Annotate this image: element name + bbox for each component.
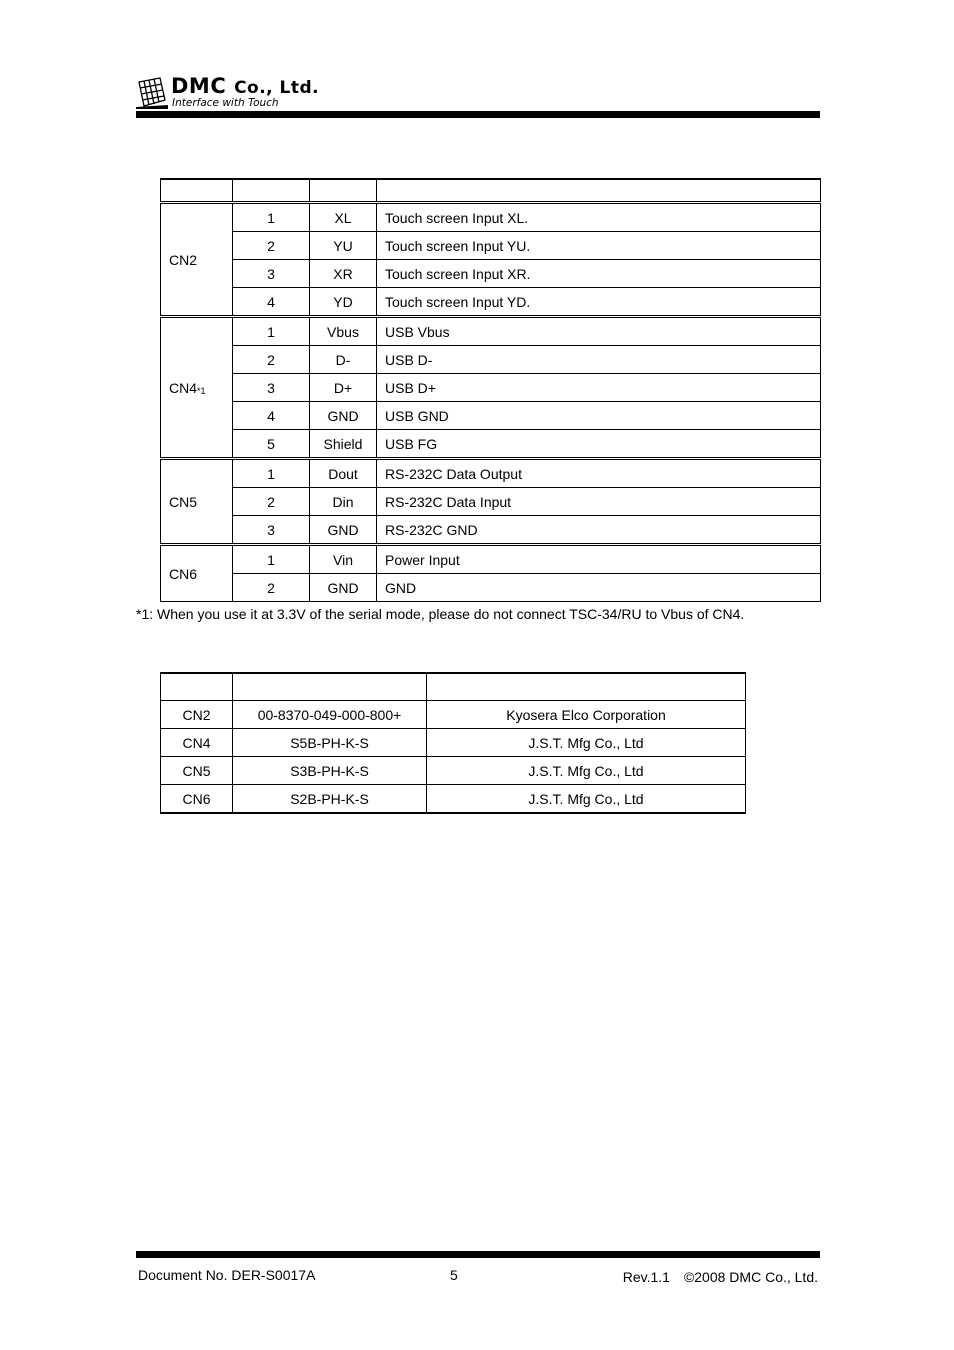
- pin-row: [161, 459, 821, 488]
- pin-number: 3: [233, 260, 310, 288]
- pin-number: 1: [233, 203, 310, 232]
- connector-row: [161, 785, 746, 814]
- signal-name: D+: [310, 374, 377, 402]
- pin-function: Power Input: [377, 545, 821, 574]
- logo-tagline: Interface with Touch: [172, 97, 279, 109]
- revision-copyright: Rev.1.1 ©2008 DMC Co., Ltd.: [622, 1269, 818, 1285]
- connector-row: [161, 729, 746, 757]
- pin-number: 3: [233, 374, 310, 402]
- connector-name: [161, 317, 233, 459]
- pin-row: [161, 232, 821, 260]
- footnote: *1: When you use it at 3.3V of the serial mode, please do not connect TSC-34/RU to Vbus of CN4.: [136, 606, 745, 622]
- connector-name: [161, 203, 233, 317]
- document-number: Document No. DER-S0017A: [138, 1267, 316, 1283]
- pin-row: [161, 260, 821, 288]
- connector-parts-table: [160, 672, 746, 814]
- connector-name: CN5: [161, 757, 233, 785]
- connector-name: [161, 459, 233, 545]
- header-rule: [136, 111, 820, 118]
- manufacturer: J.S.T. Mfg Co., Ltd: [427, 729, 746, 757]
- pin-function: Touch screen Input YU.: [377, 232, 821, 260]
- pin-function: RS-232C GND: [377, 516, 821, 545]
- pin-row: [161, 346, 821, 374]
- signal-name: Vbus: [310, 317, 377, 346]
- pin-number: 2: [233, 346, 310, 374]
- pin-row: [161, 545, 821, 574]
- connector-row: [161, 701, 746, 729]
- signal-name: Shield: [310, 430, 377, 459]
- pin-number: 5: [233, 430, 310, 459]
- connector-label: CN5: [169, 493, 198, 510]
- footnote-marker: *1: [197, 385, 206, 396]
- connector-label: CN6: [169, 565, 198, 582]
- manufacturer: J.S.T. Mfg Co., Ltd: [427, 757, 746, 785]
- manufacturer: J.S.T. Mfg Co., Ltd: [427, 785, 746, 814]
- part-number: S5B-PH-K-S: [233, 729, 427, 757]
- part-number: S3B-PH-K-S: [233, 757, 427, 785]
- signal-name: Din: [310, 488, 377, 516]
- pin-row: [161, 488, 821, 516]
- connector-name: [161, 545, 233, 602]
- pin-number: 1: [233, 545, 310, 574]
- signal-name: YU: [310, 232, 377, 260]
- pin-row: [161, 574, 821, 602]
- pin-assignment-table: [160, 178, 821, 602]
- part-number: 00-8370-049-000-800+: [233, 701, 427, 729]
- pin-row: [161, 374, 821, 402]
- pin-function: RS-232C Data Input: [377, 488, 821, 516]
- pin-row: [161, 203, 821, 232]
- pin-number: 3: [233, 516, 310, 545]
- pin-row: [161, 516, 821, 545]
- touch-grid-logo-icon: [136, 76, 168, 109]
- signal-name: Dout: [310, 459, 377, 488]
- pin-function: Touch screen Input XR.: [377, 260, 821, 288]
- pin-function: RS-232C Data Output: [377, 459, 821, 488]
- pin-number: 4: [233, 402, 310, 430]
- footer-rule: [136, 1251, 820, 1258]
- pin-number: 1: [233, 459, 310, 488]
- signal-name: Vin: [310, 545, 377, 574]
- pin-function: USB Vbus: [377, 317, 821, 346]
- pin-number: 2: [233, 574, 310, 602]
- connector-name: CN2: [161, 701, 233, 729]
- connector-table-header: [161, 673, 746, 701]
- connector-label: CN2: [169, 251, 198, 268]
- manufacturer: Kyosera Elco Corporation: [427, 701, 746, 729]
- connector-row: [161, 757, 746, 785]
- pin-number: 2: [233, 488, 310, 516]
- part-number: S2B-PH-K-S: [233, 785, 427, 814]
- pin-function: USB FG: [377, 430, 821, 459]
- connector-name: CN4: [161, 729, 233, 757]
- page-number: 5: [450, 1267, 458, 1283]
- pin-row: [161, 430, 821, 459]
- pin-function: USB GND: [377, 402, 821, 430]
- signal-name: GND: [310, 402, 377, 430]
- pin-table-header: [161, 179, 821, 203]
- pin-function: USB D+: [377, 374, 821, 402]
- signal-name: GND: [310, 574, 377, 602]
- signal-name: XR: [310, 260, 377, 288]
- pin-function: GND: [377, 574, 821, 602]
- company-logo: [136, 76, 346, 112]
- pin-function: Touch screen Input XL.: [377, 203, 821, 232]
- connector-label: CN4: [169, 379, 198, 396]
- pin-number: 2: [233, 232, 310, 260]
- connector-name: CN6: [161, 785, 233, 814]
- pin-number: 1: [233, 317, 310, 346]
- signal-name: D-: [310, 346, 377, 374]
- pin-function: USB D-: [377, 346, 821, 374]
- logo-company-name: DMC Co., Ltd.: [171, 74, 320, 98]
- signal-name: YD: [310, 288, 377, 317]
- pin-number: 4: [233, 288, 310, 317]
- pin-row: [161, 288, 821, 317]
- pin-row: [161, 317, 821, 346]
- signal-name: XL: [310, 203, 377, 232]
- signal-name: GND: [310, 516, 377, 545]
- pin-function: Touch screen Input YD.: [377, 288, 821, 317]
- pin-row: [161, 402, 821, 430]
